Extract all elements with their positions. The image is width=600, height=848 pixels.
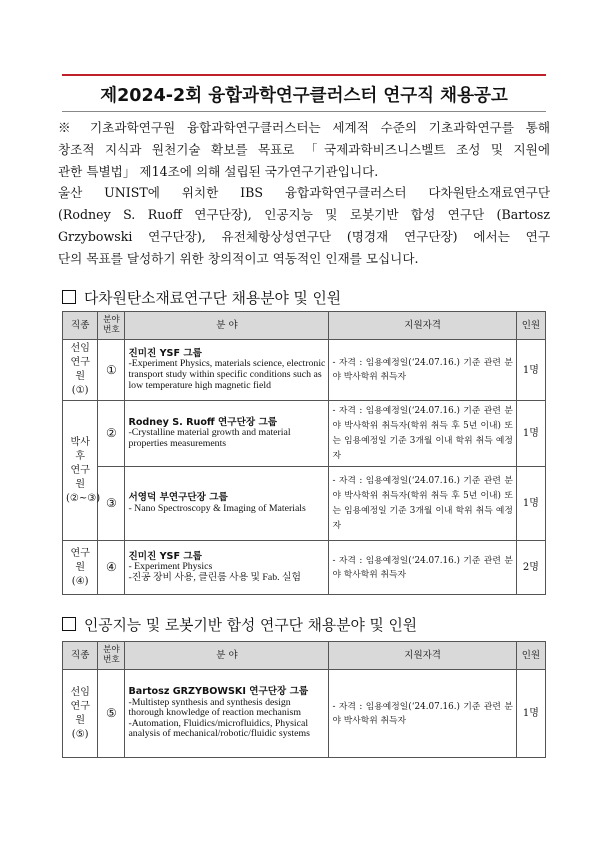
group-name: Rodney S. Ruoff 연구단장 그룹 [128,416,277,428]
qualification-cell: - 자격 : 임용예정일(‘24.07.16.) 기준 관련 분야 학사학위 취득자 [329,541,516,595]
field-number-cell: ④ [98,541,125,595]
qualification-cell: - 자격 : 임용예정일(‘24.07.16.) 기준 관련 분야 박사학위 취득자 [329,670,516,758]
section-2-table [62,641,546,758]
intro-line: 관한 특별법」 제14조에 의해 설립된 국가연구기관입니다. [58,163,379,179]
count-cell: 1명 [516,340,545,401]
field-item: - Nano Spectroscopy & Imaging of Materials [128,502,306,514]
title-bottom-rule [62,111,546,112]
page-title: 제2024-2회 융합과학연구클러스터 연구직 채용공고 [100,86,508,106]
section-2-title-text: 인공지능 및 로봇기반 합성 연구단 채용분야 및 인원 [84,617,418,634]
header-count: 인원 [516,642,545,670]
job-type-cell [63,340,98,401]
job-type-line: (②~③) [66,492,101,504]
field-number-cell: ③ [98,467,125,541]
header-qualification: 지원자격 [329,642,516,670]
header-num [98,642,125,670]
job-type-line: 선임 [70,686,90,698]
field-item: -Crystalline material growth and material properties measurements [128,427,291,449]
job-type-line: 연구원 [70,357,90,382]
intro-line: Grzybowski 연구단장), 유전체항상성연구단 (명경재 연구단장) 에서는 연구 [58,228,550,244]
field-item: -Multistep synthesis and synthesis design thorough knowledge of reaction mechanism [128,696,301,719]
group-name: 진미진 YSF 그룹 [128,347,202,359]
group-name: Bartosz GRZYBOWSKI 연구단장 그룹 [128,686,309,698]
job-type-cell [63,401,101,541]
section-1-table [62,311,546,595]
header-num [98,312,125,340]
intro-paragraph-2 [58,182,550,269]
qualification-cell: - 자격 : 임용예정일(‘24.07.16.) 기준 관련 분야 박사학위 취득자 [329,340,516,401]
table-row [63,670,546,758]
checkbox-icon [62,617,76,631]
job-type-line: 연구원 [70,547,90,573]
job-type-line: 연구원 [70,464,90,490]
intro-line: 울산 UNIST에 위치한 IBS 융합과학연구클러스터 다차원탄소재료연구단 [58,185,550,201]
count-cell: 1명 [516,467,545,541]
table-header-row [63,642,546,670]
count-cell: 1명 [516,670,545,758]
intro-line: 창조적 지식과 원천기술 확보를 목표로 「국제과학비즈니스벨트 조성 및 지원에 [58,141,550,157]
intro-line: (Rodney S. Ruoff 연구단장), 인공지능 및 로봇기반 합성 연구단 (Bartosz [58,207,550,223]
job-type-line: 선임 [70,343,90,354]
header-qualification: 지원자격 [329,312,516,340]
field-cell [125,541,329,595]
header-count: 인원 [516,312,545,340]
header-type: 직종 [63,312,98,340]
header-field: 분 야 [125,312,329,340]
group-name: 서영덕 부연구단장 그룹 [128,491,228,503]
header-num-line-2: 번호 [103,654,120,665]
field-item: -Experiment Physics, materials science, electronic transport study within specific conditions such as low temperature high magnetic field [128,358,326,391]
table-row [63,340,546,401]
header-type: 직종 [63,642,98,670]
table-header-row [63,312,546,340]
field-cell [125,340,329,401]
job-type-line: (④) [71,575,89,587]
job-type-line: 박사후 [70,436,90,462]
count-cell: 1명 [516,401,545,467]
header-num-line-1: 분야 [103,645,120,656]
field-number-cell: ⑤ [98,670,125,758]
field-number-cell: ② [98,401,125,467]
field-number-cell: ① [98,340,125,401]
count-cell: 2명 [516,541,545,595]
field-cell [125,670,329,758]
section-1-title [62,287,341,308]
job-type-cell [63,541,98,595]
header-num-line-1: 분야 [103,315,120,326]
field-cell [125,401,329,467]
qualification-cell: - 자격 : 임용예정일(‘24.07.16.) 기준 관련 분야 박사학위 취득자(학위 취득 후 5년 이내) 또는 임용예정일 기준 3개월 이내 학위 취득 예정자 [329,467,516,541]
field-item: -Automation, Fluidics/microfluidics, Physical analysis of mechanical/robotic/fluidic systems [128,717,310,740]
job-type-line: 연구원 [70,700,90,726]
job-type-line: (①) [71,385,89,396]
checkbox-icon [62,290,76,304]
table-row [63,467,546,541]
field-cell [125,467,329,541]
field-item: -진공 장비 사용, 클린룸 사용 및 Fab. 실험 [128,571,301,583]
header-num-line-2: 번호 [103,324,120,335]
table-row [63,541,546,595]
job-type-cell [63,670,98,758]
header-field: 분 야 [125,642,329,670]
title-top-rule [62,74,546,76]
qualification-cell: - 자격 : 임용예정일(‘24.07.16.) 기준 관련 분야 박사학위 취득자(학위 취득 후 5년 이내) 또는 임용예정일 기준 3개월 이내 학위 취득 예정자 [329,401,516,467]
section-1-title-text: 다차원탄소재료연구단 채용분야 및 인원 [84,290,342,307]
intro-line: ※ 기초과학연구원 융합과학연구클러스터는 세계적 수준의 기초과학연구를 통해 [58,120,550,135]
group-name: 진미진 YSF 그룹 [128,550,202,562]
table-row [63,401,546,467]
section-2-title [62,614,417,635]
intro-text [58,117,550,270]
job-type-line: (⑤) [71,728,89,740]
intro-line: 단의 목표를 달성하기 위한 창의적이고 역동적인 인재를 모십니다. [58,250,419,266]
intro-paragraph-1 [58,117,550,182]
field-item: - Experiment Physics [128,561,213,573]
